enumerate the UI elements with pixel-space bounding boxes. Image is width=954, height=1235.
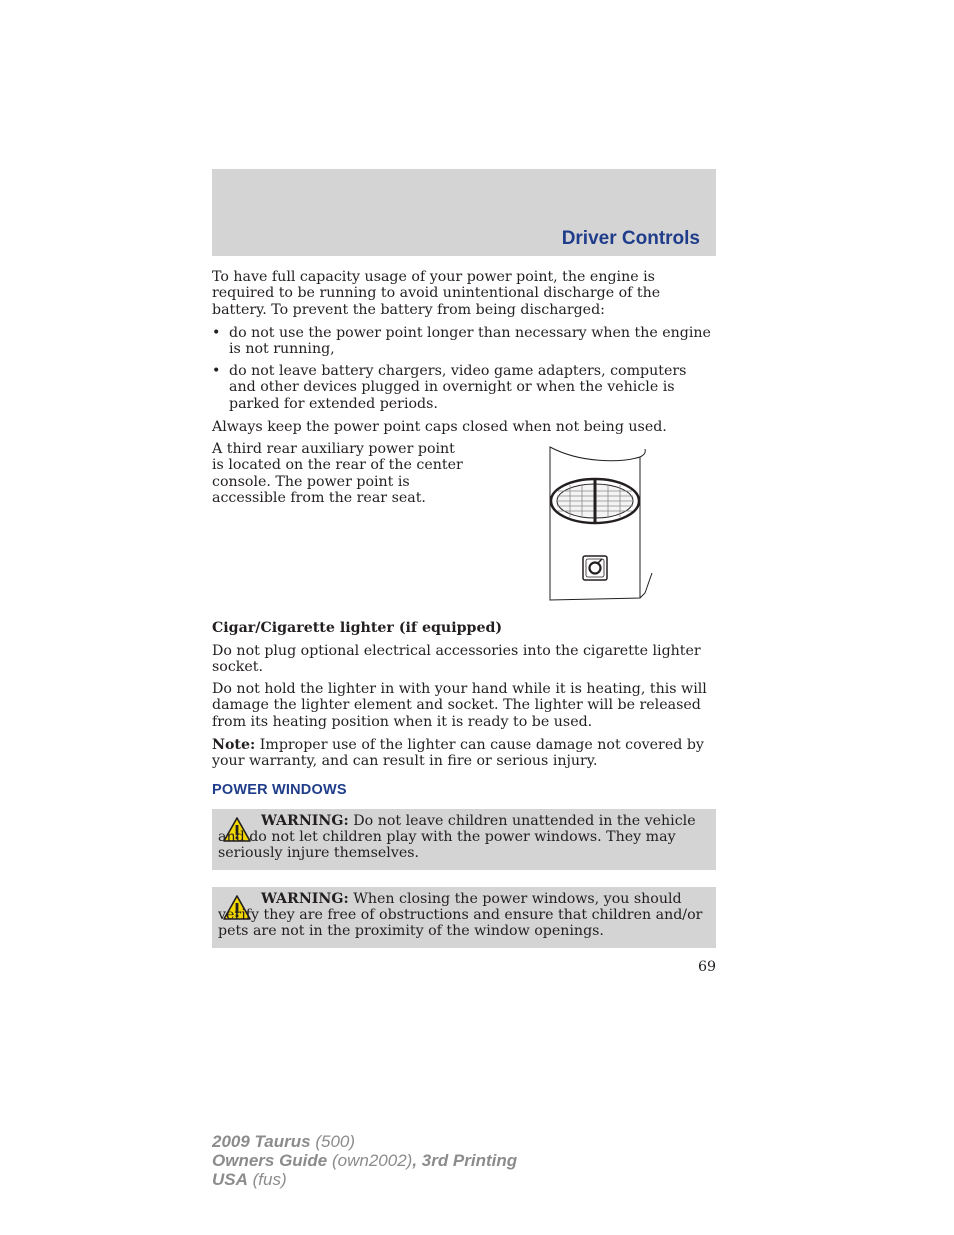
footer-market: USA: [212, 1170, 248, 1189]
third-power-point-paragraph: A third rear auxiliary power point is located on the rear of the center console. The power point is accessible from the rear seat.: [212, 441, 463, 507]
footer-line-3: [212, 1170, 517, 1189]
footer-model: 2009 Taurus: [212, 1132, 311, 1151]
footer: [212, 1132, 517, 1189]
footer-model-code: (500): [315, 1132, 356, 1151]
header-band: [212, 169, 716, 256]
warning-body: When closing the power windows, you should verify they are free of obstructions and ensure that children and/or pets are not in the proximity of the window openings.: [218, 891, 703, 940]
lighter-paragraph-1: Do not plug optional electrical accessories into the cigarette lighter socket.: [212, 643, 701, 676]
page-title: Driver Controls: [561, 228, 700, 249]
warning-label: WARNING:: [261, 813, 349, 829]
footer-market-code: (fus): [252, 1170, 287, 1189]
list-item-text: do not leave battery chargers, video game adapters, computers and other devices plugged in overnight or when the vehicle is parked for extended periods.: [229, 363, 687, 412]
list-item: [212, 325, 716, 358]
footer-guide-code: (own2002): [331, 1151, 413, 1170]
caps-paragraph: Always keep the power point caps closed when not being used.: [212, 419, 667, 435]
intro-paragraph: To have full capacity usage of your power point, the engine is required to be running to avoid unintentional discharge of the battery. To prevent the battery from being discharged:: [212, 269, 661, 318]
footer-line-1: [212, 1132, 517, 1151]
warning-text: [218, 891, 708, 940]
rear-console-power-point-illustration: [540, 443, 655, 605]
warning-box: [212, 887, 716, 948]
warning-body: Do not leave children unattended in the vehicle and do not let children play with the power windows. They may seriously injure themselves.: [218, 813, 696, 862]
note-text: Improper use of the lighter can cause damage not covered by your warranty, and can result in fire or serious injury.: [212, 737, 704, 770]
note-label: Note:: [212, 737, 256, 753]
footer-line-2: [212, 1151, 517, 1170]
lighter-paragraph-2: Do not hold the lighter in with your hand while it is heating, this will damage the lighter element and socket. The lighter will be released from its heating position when it is ready to be used.: [212, 681, 707, 730]
section-heading: POWER WINDOWS: [212, 782, 347, 798]
footer-printing: , 3rd Printing: [412, 1151, 518, 1170]
footer-guide: Owners Guide: [212, 1151, 328, 1170]
page-number: 69: [697, 959, 716, 975]
warning-text: [218, 813, 708, 862]
warning-box: [212, 809, 716, 870]
note-paragraph: [212, 737, 716, 770]
list-item: [212, 363, 716, 413]
lighter-heading: Cigar/Cigarette lighter (if equipped): [212, 620, 503, 636]
list-item-text: do not use the power point longer than necessary when the engine is not running,: [229, 325, 711, 358]
bullet-dot: •: [212, 325, 221, 341]
warning-label: WARNING:: [261, 891, 349, 907]
bullet-dot: •: [212, 363, 221, 379]
